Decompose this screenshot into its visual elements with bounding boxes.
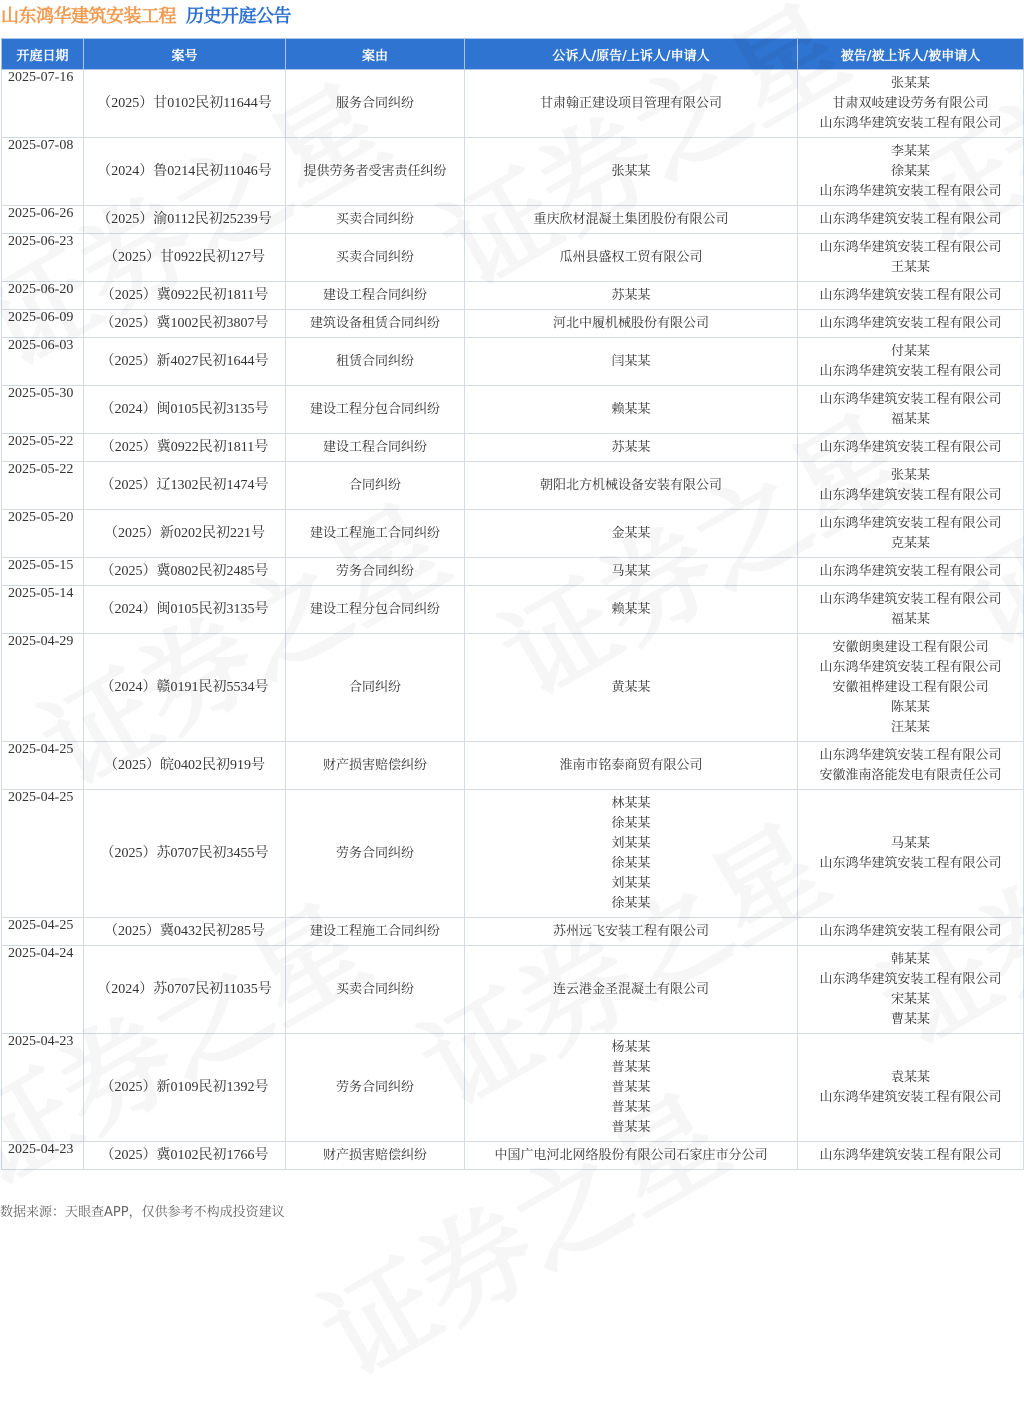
plaintiff-cell: [465, 310, 798, 338]
defendant-name: 陈某某: [890, 699, 930, 715]
table-row: [2, 1034, 1024, 1142]
hearing-date: 2025-05-22: [8, 462, 74, 477]
table-row: [2, 234, 1024, 282]
defendant-name: 山东鸿华建筑安装工程有限公司: [819, 659, 1002, 675]
plaintiff-cell: [465, 634, 798, 742]
plaintiff-name: 闫某某: [611, 353, 651, 369]
hearing-date-cell: [2, 1142, 84, 1170]
plaintiff-cell: [465, 462, 798, 510]
hearing-date: 2025-04-29: [8, 634, 74, 649]
case-cause: 建设工程施工合同纠纷: [286, 918, 465, 946]
plaintiff-name: 中国广电河北网络股份有限公司石家庄市分公司: [494, 1147, 768, 1163]
column-header-defendant: 被告/被上诉人/被申请人: [798, 39, 1024, 70]
case-cause: 建设工程施工合同纠纷: [286, 510, 465, 558]
case-cause: 建设工程分包合同纠纷: [286, 386, 465, 434]
plaintiff-cell: [465, 510, 798, 558]
defendant-name: 山东鸿华建筑安装工程有限公司: [819, 923, 1002, 939]
plaintiff-name: 朝阳北方机械设备安装有限公司: [539, 477, 722, 493]
plaintiff-name: 甘肃翰正建设项目管理有限公司: [539, 95, 722, 111]
defendant-cell: [798, 206, 1024, 234]
case-number: （2025）苏0707民初3455号: [84, 790, 286, 918]
table-row: [2, 634, 1024, 742]
hearing-date: 2025-06-26: [8, 206, 74, 221]
defendant-name: 李某某: [890, 143, 930, 159]
hearing-date: 2025-06-03: [8, 338, 74, 353]
plaintiff-cell: [465, 138, 798, 206]
case-number: （2025）甘0922民初127号: [84, 234, 286, 282]
defendant-name: 山东鸿华建筑安装工程有限公司: [819, 239, 1002, 255]
plaintiff-name: 林某某: [611, 795, 651, 811]
plaintiff-name: 普某某: [611, 1099, 651, 1115]
court-hearing-table: [1, 38, 1024, 1170]
hearing-date: 2025-04-24: [8, 946, 74, 961]
defendant-name: 山东鸿华建筑安装工程有限公司: [819, 287, 1002, 303]
plaintiff-name: 苏某某: [611, 287, 651, 303]
hearing-date-cell: [2, 386, 84, 434]
plaintiff-name: 普某某: [611, 1119, 651, 1135]
hearing-date-cell: [2, 918, 84, 946]
case-number: （2024）赣0191民初5534号: [84, 634, 286, 742]
table-row: [2, 790, 1024, 918]
hearing-date: 2025-04-23: [8, 1142, 74, 1157]
defendant-name: 山东鸿华建筑安装工程有限公司: [819, 115, 1002, 131]
case-number: （2025）冀0102民初1766号: [84, 1142, 286, 1170]
defendant-cell: [798, 510, 1024, 558]
hearing-date: 2025-04-25: [8, 742, 74, 757]
hearing-date-cell: [2, 338, 84, 386]
hearing-date-cell: [2, 790, 84, 918]
case-number: （2025）新0202民初221号: [84, 510, 286, 558]
table-row: [2, 70, 1024, 138]
defendant-name: 山东鸿华建筑安装工程有限公司: [819, 747, 1002, 763]
hearing-date-cell: [2, 1034, 84, 1142]
table-row: [2, 558, 1024, 586]
defendant-name: 山东鸿华建筑安装工程有限公司: [819, 515, 1002, 531]
defendant-cell: [798, 558, 1024, 586]
case-cause: 财产损害赔偿纠纷: [286, 742, 465, 790]
plaintiff-cell: [465, 386, 798, 434]
defendant-name: 马某某: [890, 835, 930, 851]
case-number: （2024）闽0105民初3135号: [84, 586, 286, 634]
hearing-date-cell: [2, 946, 84, 1034]
plaintiff-name: 黄某某: [611, 679, 651, 695]
table-row: [2, 946, 1024, 1034]
case-cause: 财产损害赔偿纠纷: [286, 1142, 465, 1170]
column-header-cause: 案由: [286, 39, 465, 70]
defendant-name: 山东鸿华建筑安装工程有限公司: [819, 855, 1002, 871]
plaintiff-cell: [465, 1142, 798, 1170]
defendant-cell: [798, 310, 1024, 338]
case-number: （2025）冀1002民初3807号: [84, 310, 286, 338]
defendant-name: 山东鸿华建筑安装工程有限公司: [819, 971, 1002, 987]
plaintiff-cell: [465, 234, 798, 282]
defendant-cell: [798, 742, 1024, 790]
hearing-date-cell: [2, 558, 84, 586]
case-number: （2025）新4027民初1644号: [84, 338, 286, 386]
table-row: [2, 310, 1024, 338]
data-source-note: 数据来源：天眼查APP，仅供参考不构成投资建议: [0, 1205, 285, 1220]
company-name: 山东鸿华建筑安装工程: [1, 6, 176, 27]
hearing-date: 2025-06-09: [8, 310, 74, 325]
defendant-cell: [798, 918, 1024, 946]
plaintiff-cell: [465, 70, 798, 138]
case-cause: 租赁合同纠纷: [286, 338, 465, 386]
plaintiff-cell: [465, 946, 798, 1034]
case-number: （2025）新0109民初1392号: [84, 1034, 286, 1142]
column-header-case-no: 案号: [84, 39, 286, 70]
plaintiff-name: 徐某某: [611, 895, 651, 911]
defendant-cell: [798, 462, 1024, 510]
table-row: [2, 510, 1024, 558]
plaintiff-cell: [465, 558, 798, 586]
hearing-date: 2025-05-15: [8, 558, 74, 573]
hearing-date: 2025-05-14: [8, 586, 74, 601]
plaintiff-name: 赖某某: [611, 601, 651, 617]
case-cause: 服务合同纠纷: [286, 70, 465, 138]
hearing-date: 2025-07-08: [8, 138, 74, 153]
hearing-date: 2025-06-23: [8, 234, 74, 249]
defendant-name: 山东鸿华建筑安装工程有限公司: [819, 315, 1002, 331]
defendant-cell: [798, 434, 1024, 462]
defendant-name: 山东鸿华建筑安装工程有限公司: [819, 487, 1002, 503]
defendant-cell: [798, 386, 1024, 434]
case-number: （2025）冀0922民初1811号: [84, 282, 286, 310]
case-number: （2024）苏0707民初11035号: [84, 946, 286, 1034]
defendant-cell: [798, 586, 1024, 634]
defendant-name: 王某某: [890, 259, 930, 275]
case-number: （2025）渝0112民初25239号: [84, 206, 286, 234]
hearing-date: 2025-06-20: [8, 282, 74, 297]
case-cause: 买卖合同纠纷: [286, 206, 465, 234]
plaintiff-name: 河北中履机械股份有限公司: [552, 315, 709, 331]
plaintiff-name: 张某某: [611, 163, 651, 179]
case-cause: 合同纠纷: [286, 462, 465, 510]
defendant-name: 宋某某: [890, 991, 930, 1007]
plaintiff-name: 赖某某: [611, 401, 651, 417]
case-cause: 建筑设备租赁合同纠纷: [286, 310, 465, 338]
plaintiff-name: 连云港金圣混凝土有限公司: [552, 981, 709, 997]
hearing-date-cell: [2, 310, 84, 338]
defendant-name: 山东鸿华建筑安装工程有限公司: [819, 1147, 1002, 1163]
column-header-plaintiff: 公诉人/原告/上诉人/申请人: [465, 39, 798, 70]
hearing-date-cell: [2, 462, 84, 510]
case-number: （2025）冀0802民初2485号: [84, 558, 286, 586]
case-cause: 劳务合同纠纷: [286, 790, 465, 918]
defendant-name: 山东鸿华建筑安装工程有限公司: [819, 563, 1002, 579]
plaintiff-cell: [465, 434, 798, 462]
case-number: （2025）冀0922民初1811号: [84, 434, 286, 462]
table-row: [2, 918, 1024, 946]
plaintiff-name: 刘某某: [611, 875, 651, 891]
defendant-name: 徐某某: [890, 163, 930, 179]
defendant-name: 张某某: [890, 75, 930, 91]
plaintiff-name: 刘某某: [611, 835, 651, 851]
hearing-date-cell: [2, 434, 84, 462]
case-number: （2025）冀0432民初285号: [84, 918, 286, 946]
defendant-name: 山东鸿华建筑安装工程有限公司: [819, 391, 1002, 407]
plaintiff-name: 普某某: [611, 1059, 651, 1075]
case-cause: 买卖合同纠纷: [286, 946, 465, 1034]
case-number: （2025）皖0402民初919号: [84, 742, 286, 790]
table-row: [2, 282, 1024, 310]
plaintiff-name: 普某某: [611, 1079, 651, 1095]
plaintiff-cell: [465, 742, 798, 790]
defendant-cell: [798, 338, 1024, 386]
case-number: （2024）闽0105民初3135号: [84, 386, 286, 434]
table-row: [2, 462, 1024, 510]
case-cause: 合同纠纷: [286, 634, 465, 742]
defendant-name: 付某某: [890, 343, 930, 359]
hearing-date: 2025-04-23: [8, 1034, 74, 1049]
plaintiff-name: 徐某某: [611, 815, 651, 831]
table-row: [2, 742, 1024, 790]
defendant-name: 韩某某: [890, 951, 930, 967]
defendant-cell: [798, 946, 1024, 1034]
defendant-name: 安徽朗奥建设工程有限公司: [832, 639, 989, 655]
plaintiff-name: 瓜州县盛权工贸有限公司: [559, 249, 703, 265]
case-number: （2025）甘0102民初11644号: [84, 70, 286, 138]
defendant-name: 克某某: [890, 535, 930, 551]
page-title: 历史开庭公告: [186, 6, 291, 27]
defendant-name: 曹某某: [890, 1011, 930, 1027]
defendant-name: 福某某: [890, 611, 930, 627]
column-header-date: 开庭日期: [2, 39, 84, 70]
defendant-name: 安徽淮南洛能发电有限责任公司: [819, 767, 1002, 783]
defendant-cell: [798, 1142, 1024, 1170]
defendant-name: 山东鸿华建筑安装工程有限公司: [819, 211, 1002, 227]
hearing-date: 2025-05-30: [8, 386, 74, 401]
plaintiff-name: 苏州远飞安装工程有限公司: [552, 923, 709, 939]
plaintiff-name: 苏某某: [611, 439, 651, 455]
table-row: [2, 206, 1024, 234]
case-cause: 买卖合同纠纷: [286, 234, 465, 282]
defendant-cell: [798, 1034, 1024, 1142]
hearing-date-cell: [2, 138, 84, 206]
hearing-date-cell: [2, 586, 84, 634]
defendant-name: 山东鸿华建筑安装工程有限公司: [819, 183, 1002, 199]
hearing-date: 2025-05-22: [8, 434, 74, 449]
page-header: [0, 0, 1024, 30]
hearing-date-cell: [2, 282, 84, 310]
defendant-name: 山东鸿华建筑安装工程有限公司: [819, 591, 1002, 607]
plaintiff-cell: [465, 338, 798, 386]
defendant-name: 山东鸿华建筑安装工程有限公司: [819, 363, 1002, 379]
case-cause: 提供劳务者受害责任纠纷: [286, 138, 465, 206]
plaintiff-name: 马某某: [611, 563, 651, 579]
case-cause: 建设工程分包合同纠纷: [286, 586, 465, 634]
defendant-cell: [798, 282, 1024, 310]
defendant-cell: [798, 634, 1024, 742]
defendant-name: 甘肃双岐建设劳务有限公司: [832, 95, 989, 111]
plaintiff-name: 杨某某: [611, 1039, 651, 1055]
defendant-name: 汪某某: [890, 719, 930, 735]
defendant-name: 山东鸿华建筑安装工程有限公司: [819, 439, 1002, 455]
defendant-cell: [798, 790, 1024, 918]
defendant-name: 福某某: [890, 411, 930, 427]
table-header-row: [2, 39, 1024, 70]
table-body: [2, 70, 1024, 1170]
hearing-date: 2025-04-25: [8, 790, 74, 805]
hearing-date-cell: [2, 70, 84, 138]
case-cause: 建设工程合同纠纷: [286, 282, 465, 310]
plaintiff-name: 淮南市铭泰商贸有限公司: [559, 757, 703, 773]
defendant-cell: [798, 70, 1024, 138]
defendant-name: 袁某某: [890, 1069, 930, 1085]
defendant-cell: [798, 138, 1024, 206]
defendant-name: 山东鸿华建筑安装工程有限公司: [819, 1089, 1002, 1105]
case-number: （2024）鲁0214民初11046号: [84, 138, 286, 206]
table-row: [2, 434, 1024, 462]
defendant-name: 安徽祖桦建设工程有限公司: [832, 679, 989, 695]
hearing-date-cell: [2, 634, 84, 742]
plaintiff-cell: [465, 586, 798, 634]
hearing-date-cell: [2, 742, 84, 790]
hearing-date-cell: [2, 510, 84, 558]
plaintiff-cell: [465, 1034, 798, 1142]
case-cause: 建设工程合同纠纷: [286, 434, 465, 462]
hearing-date: 2025-05-20: [8, 510, 74, 525]
case-cause: 劳务合同纠纷: [286, 1034, 465, 1142]
plaintiff-cell: [465, 790, 798, 918]
plaintiff-cell: [465, 918, 798, 946]
plaintiff-name: 金某某: [611, 525, 651, 541]
case-cause: 劳务合同纠纷: [286, 558, 465, 586]
plaintiff-name: 重庆欣材混凝土集团股份有限公司: [533, 211, 729, 227]
hearing-date-cell: [2, 206, 84, 234]
case-number: （2025）辽1302民初1474号: [84, 462, 286, 510]
defendant-cell: [798, 234, 1024, 282]
defendant-name: 张某某: [890, 467, 930, 483]
hearing-date-cell: [2, 234, 84, 282]
plaintiff-cell: [465, 282, 798, 310]
plaintiff-cell: [465, 206, 798, 234]
table-row: [2, 1142, 1024, 1170]
table-row: [2, 586, 1024, 634]
plaintiff-name: 徐某某: [611, 855, 651, 871]
table-row: [2, 338, 1024, 386]
table-row: [2, 138, 1024, 206]
hearing-date: 2025-04-25: [8, 918, 74, 933]
hearing-date: 2025-07-16: [8, 70, 74, 85]
table-row: [2, 386, 1024, 434]
